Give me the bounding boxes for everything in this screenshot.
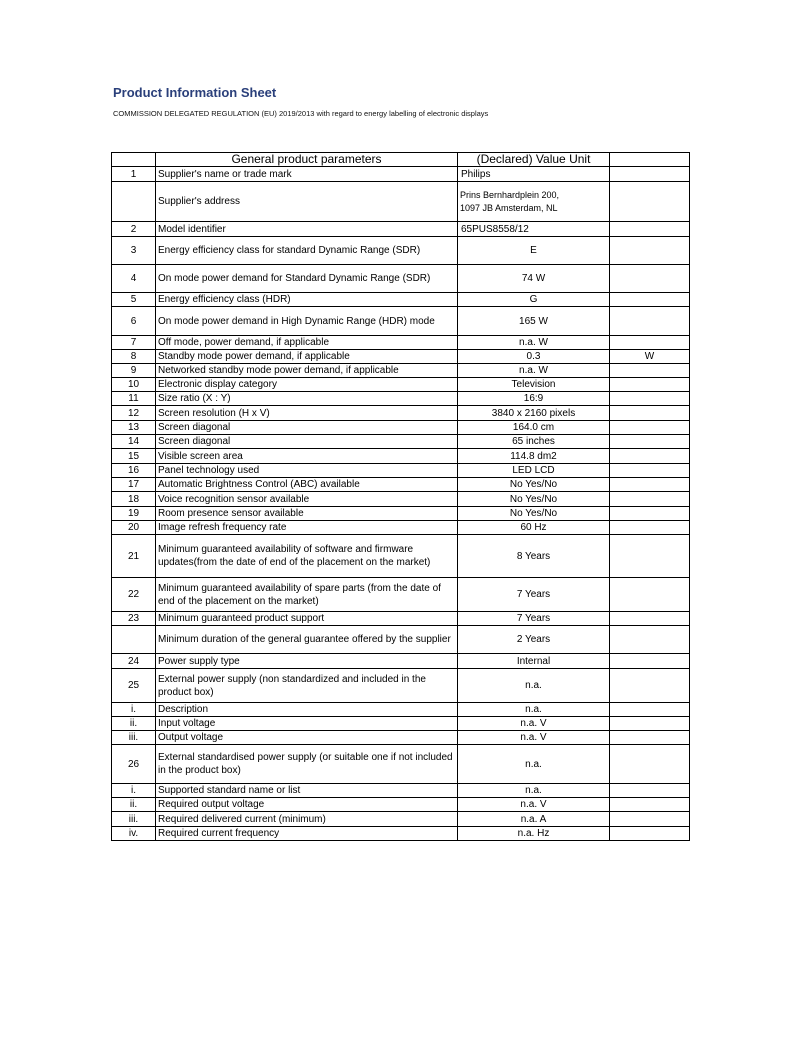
row-value: G: [458, 293, 610, 307]
row-number: 15: [112, 449, 156, 464]
table-row: [112, 364, 690, 378]
row-value: n.a.: [458, 703, 610, 717]
table-row: [112, 378, 690, 392]
row-unit: [610, 521, 690, 535]
row-parameter: Minimum guaranteed availability of spare parts (from the date of end of the placement on the market): [156, 578, 458, 612]
row-number: 13: [112, 421, 156, 435]
row-parameter: Energy efficiency class for standard Dynamic Range (SDR): [156, 237, 458, 265]
row-unit: [610, 307, 690, 336]
row-number: 11: [112, 392, 156, 406]
row-number: 24: [112, 654, 156, 669]
row-unit: [610, 626, 690, 654]
row-value: E: [458, 237, 610, 265]
row-unit: [610, 222, 690, 237]
row-parameter: Power supply type: [156, 654, 458, 669]
sheet-title: Product Information Sheet: [113, 85, 277, 100]
row-unit: [610, 827, 690, 841]
row-parameter: Automatic Brightness Control (ABC) available: [156, 478, 458, 492]
row-value: Television: [458, 378, 610, 392]
table-row: [112, 421, 690, 435]
supplier-address-value: [458, 182, 610, 222]
table-row: [112, 827, 690, 841]
table-row: [112, 182, 690, 222]
row-unit: [610, 731, 690, 745]
table-row: [112, 507, 690, 521]
table-row: [112, 167, 690, 182]
table-row: [112, 578, 690, 612]
table-row: [112, 449, 690, 464]
row-value: 65PUS8558/12: [458, 222, 610, 237]
header-value-unit: (Declared) Value Unit: [458, 153, 610, 167]
row-parameter: Screen resolution (H x V): [156, 406, 458, 421]
row-value: n.a. V: [458, 731, 610, 745]
row-unit: [610, 449, 690, 464]
row-number: 26: [112, 745, 156, 784]
row-unit: [610, 578, 690, 612]
row-unit: [610, 507, 690, 521]
row-parameter: Model identifier: [156, 222, 458, 237]
table-row: [112, 350, 690, 364]
table-row: [112, 406, 690, 421]
row-number: 10: [112, 378, 156, 392]
table-row: [112, 703, 690, 717]
row-parameter: Standby mode power demand, if applicable: [156, 350, 458, 364]
row-number: 6: [112, 307, 156, 336]
row-parameter: Output voltage: [156, 731, 458, 745]
row-number: iii.: [112, 812, 156, 827]
table-row: [112, 798, 690, 812]
table-header-row: [112, 153, 690, 167]
table-row: [112, 612, 690, 626]
row-parameter: Supported standard name or list: [156, 784, 458, 798]
row-value: 8 Years: [458, 535, 610, 578]
row-parameter: Electronic display category: [156, 378, 458, 392]
row-unit: [610, 167, 690, 182]
row-value: 0.3: [458, 350, 610, 364]
table-row: [112, 237, 690, 265]
row-value: n.a. Hz: [458, 827, 610, 841]
row-parameter: Off mode, power demand, if applicable: [156, 336, 458, 350]
row-value: 114.8 dm2: [458, 449, 610, 464]
row-parameter: Screen diagonal: [156, 435, 458, 449]
table-row: [112, 669, 690, 703]
row-value: n.a.: [458, 745, 610, 784]
row-unit: [610, 421, 690, 435]
row-parameter: Networked standby mode power demand, if applicable: [156, 364, 458, 378]
row-number: 22: [112, 578, 156, 612]
row-unit: [610, 717, 690, 731]
row-value: 65 inches: [458, 435, 610, 449]
row-value: 7 Years: [458, 612, 610, 626]
table-row: [112, 654, 690, 669]
row-parameter: Minimum guaranteed product support: [156, 612, 458, 626]
row-value: 165 W: [458, 307, 610, 336]
row-unit: [610, 435, 690, 449]
table-row: [112, 307, 690, 336]
row-number: i.: [112, 784, 156, 798]
row-number: 25: [112, 669, 156, 703]
row-unit: [610, 237, 690, 265]
row-value: n.a.: [458, 669, 610, 703]
header-number-cell: [112, 153, 156, 167]
table-row: [112, 521, 690, 535]
row-parameter: Description: [156, 703, 458, 717]
row-parameter: Visible screen area: [156, 449, 458, 464]
row-number: [112, 626, 156, 654]
table-row: [112, 435, 690, 449]
row-value: n.a. W: [458, 364, 610, 378]
row-parameter: Room presence sensor available: [156, 507, 458, 521]
row-number: i.: [112, 703, 156, 717]
row-unit: [610, 669, 690, 703]
row-number: 19: [112, 507, 156, 521]
table-row: [112, 265, 690, 293]
row-number: 1: [112, 167, 156, 182]
row-parameter: Minimum duration of the general guarantee offered by the supplier: [156, 626, 458, 654]
row-number: 12: [112, 406, 156, 421]
row-value: n.a. A: [458, 812, 610, 827]
row-number: 3: [112, 237, 156, 265]
row-unit: [610, 378, 690, 392]
row-unit: [610, 654, 690, 669]
row-value: n.a.: [458, 784, 610, 798]
row-number: 2: [112, 222, 156, 237]
row-number: 9: [112, 364, 156, 378]
table-row: [112, 464, 690, 478]
row-parameter: Supplier's address: [156, 182, 458, 222]
row-parameter: Image refresh frequency rate: [156, 521, 458, 535]
row-unit: [610, 703, 690, 717]
row-value: 3840 x 2160 pixels: [458, 406, 610, 421]
row-unit: [610, 364, 690, 378]
row-unit: [610, 182, 690, 222]
row-value: 7 Years: [458, 578, 610, 612]
table-row: [112, 626, 690, 654]
row-value: n.a. W: [458, 336, 610, 350]
table-row: [112, 717, 690, 731]
row-value: No Yes/No: [458, 507, 610, 521]
row-number: 8: [112, 350, 156, 364]
row-unit: [610, 464, 690, 478]
row-unit: [610, 336, 690, 350]
table-row: [112, 492, 690, 507]
row-value: No Yes/No: [458, 478, 610, 492]
row-parameter: On mode power demand in High Dynamic Range (HDR) mode: [156, 307, 458, 336]
row-number: 7: [112, 336, 156, 350]
row-unit: [610, 745, 690, 784]
row-number: 14: [112, 435, 156, 449]
row-unit: [610, 535, 690, 578]
address-line-2: 1097 JB Amsterdam, NL: [460, 202, 558, 213]
row-value: Philips: [458, 167, 610, 182]
row-number: ii.: [112, 798, 156, 812]
row-number: iii.: [112, 731, 156, 745]
row-parameter: Supplier's name or trade mark: [156, 167, 458, 182]
row-value: n.a. V: [458, 798, 610, 812]
row-number: 4: [112, 265, 156, 293]
row-number: 17: [112, 478, 156, 492]
row-unit: [610, 392, 690, 406]
row-number: iv.: [112, 827, 156, 841]
row-value: Internal: [458, 654, 610, 669]
row-value: LED LCD: [458, 464, 610, 478]
row-unit: W: [610, 350, 690, 364]
row-parameter: Required current frequency: [156, 827, 458, 841]
table-row: [112, 784, 690, 798]
row-unit: [610, 265, 690, 293]
row-number: 23: [112, 612, 156, 626]
row-value: 60 Hz: [458, 521, 610, 535]
row-unit: [610, 293, 690, 307]
table-row: [112, 392, 690, 406]
address-line-1: Prins Bernhardplein 200,: [460, 189, 560, 200]
row-unit: [610, 492, 690, 507]
row-value: No Yes/No: [458, 492, 610, 507]
row-unit: [610, 812, 690, 827]
table-row: [112, 293, 690, 307]
row-value: 164.0 cm: [458, 421, 610, 435]
row-parameter: External power supply (non standardized and included in the product box): [156, 669, 458, 703]
row-number: [112, 182, 156, 222]
header-parameters: General product parameters: [156, 153, 458, 167]
row-unit: [610, 784, 690, 798]
row-number: 21: [112, 535, 156, 578]
row-parameter: External standardised power supply (or suitable one if not included in the product box): [156, 745, 458, 784]
row-unit: [610, 478, 690, 492]
row-parameter: Size ratio (X : Y): [156, 392, 458, 406]
table-row: [112, 731, 690, 745]
product-parameters-table: [111, 152, 690, 841]
regulation-subtitle: COMMISSION DELEGATED REGULATION (EU) 2019/2013 with regard to energy labelling of electronic displays: [113, 109, 489, 118]
row-number: 18: [112, 492, 156, 507]
row-parameter: On mode power demand for Standard Dynamic Range (SDR): [156, 265, 458, 293]
row-value: 74 W: [458, 265, 610, 293]
table-row: [112, 222, 690, 237]
row-parameter: Screen diagonal: [156, 421, 458, 435]
table-row: [112, 478, 690, 492]
row-parameter: Minimum guaranteed availability of software and firmware updates(from the date of end of the placement on the market): [156, 535, 458, 578]
row-number: 20: [112, 521, 156, 535]
row-unit: [610, 798, 690, 812]
row-unit: [610, 406, 690, 421]
row-parameter: Required output voltage: [156, 798, 458, 812]
table-row: [112, 535, 690, 578]
row-unit: [610, 612, 690, 626]
row-parameter: Required delivered current (minimum): [156, 812, 458, 827]
row-number: 5: [112, 293, 156, 307]
row-parameter: Input voltage: [156, 717, 458, 731]
table-row: [112, 812, 690, 827]
row-parameter: Panel technology used: [156, 464, 458, 478]
row-value: n.a. V: [458, 717, 610, 731]
row-number: 16: [112, 464, 156, 478]
row-parameter: Voice recognition sensor available: [156, 492, 458, 507]
row-parameter: Energy efficiency class (HDR): [156, 293, 458, 307]
header-extra-cell: [610, 153, 690, 167]
table-row: [112, 336, 690, 350]
row-value: 2 Years: [458, 626, 610, 654]
row-number: ii.: [112, 717, 156, 731]
table-row: [112, 745, 690, 784]
row-value: 16:9: [458, 392, 610, 406]
